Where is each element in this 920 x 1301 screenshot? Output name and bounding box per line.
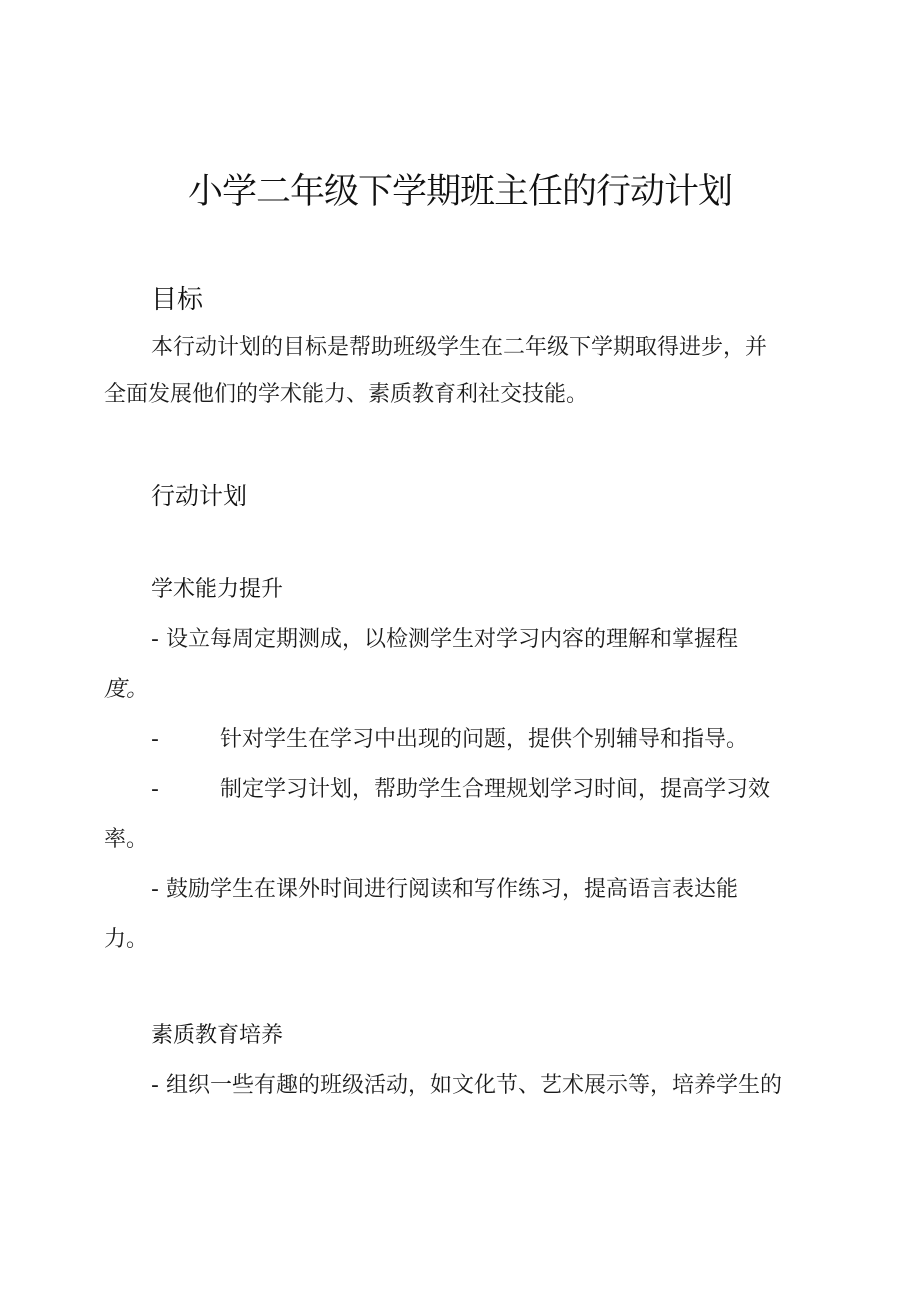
- academic-item-3-text: 制定学习计划，帮助学生合理规划学习时间，提高学习效: [220, 777, 771, 802]
- academic-item-4-line-2: 力。: [104, 927, 149, 952]
- goal-heading: 目标: [151, 285, 204, 315]
- academic-item-1-text: 设立每周定期测成，以检测学生对学习内容的理解和掌握程: [165, 627, 738, 652]
- list-dash: -: [151, 777, 159, 802]
- goal-paragraph-line-1: 本行动计划的目标是帮助班级学生在二年级下学期取得进步，并: [151, 335, 768, 360]
- list-dash: -: [151, 877, 159, 902]
- quality-heading: 素质教育培养: [151, 1023, 284, 1048]
- academic-item-4-line-1: [151, 872, 738, 908]
- academic-item-2: [151, 722, 748, 758]
- quality-item-1-text: 组织一些有趣的班级活动，如文化节、艺术展示等，培养学生的: [165, 1073, 782, 1098]
- academic-heading: 学术能力提升: [151, 577, 284, 602]
- academic-item-3-line-1: [151, 772, 770, 808]
- academic-item-4-text: 鼓励学生在课外时间进行阅读和写作练习，提高语言表达能: [165, 877, 738, 902]
- document-title: 小学二年级下学期班主任的行动计划: [187, 172, 732, 212]
- quality-item-1-line-1: [151, 1068, 782, 1104]
- academic-item-1-line-2: 度。: [104, 677, 149, 702]
- goal-paragraph-line-2: 全面发展他们的学术能力、素质教育利社交技能。: [104, 382, 589, 407]
- list-dash: -: [151, 727, 159, 752]
- academic-item-1-line-1: [151, 622, 738, 658]
- academic-item-3-line-2: 率。: [104, 827, 149, 852]
- plan-heading: 行动计划: [151, 482, 247, 510]
- list-dash: -: [151, 627, 159, 652]
- academic-item-2-text: 针对学生在学习中出现的问题，提供个别辅导和指导。: [220, 727, 749, 752]
- list-dash: -: [151, 1073, 159, 1098]
